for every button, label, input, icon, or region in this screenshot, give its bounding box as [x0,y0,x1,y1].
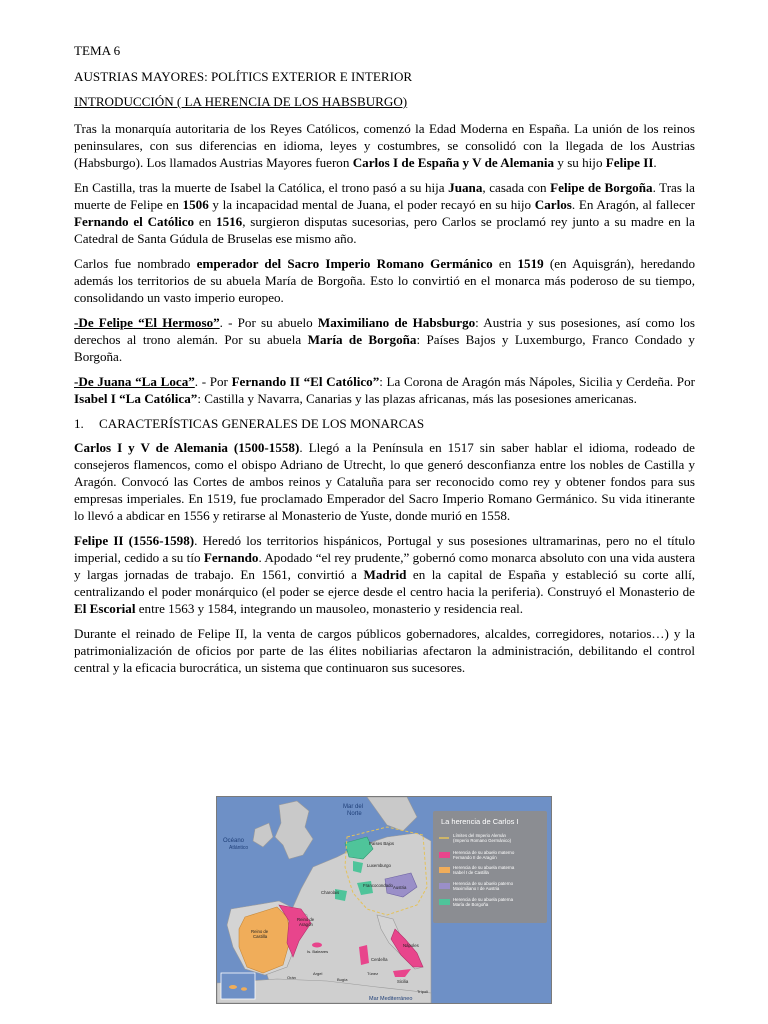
baleares-region [312,943,322,948]
legend-item-3-line-2: Isabel I de Castilla [453,870,489,875]
label-cerdena: Cerdeña [371,957,388,962]
label-paises-bajos: Países Bajos [369,841,395,846]
label-mar-del-norte-2: Norte [347,811,362,817]
intro-heading: INTRODUCCIÓN ( LA HERENCIA DE LOS HABSBURGO) [74,94,408,109]
paragraph-1: Tras la monarquía autoritaria de los Reyes Católicos, comenzó la Edad Moderna en España. La unión de los reinos peninsulares, con sus diferencias en idioma, leyes y costumbres, se consolidó con la llegada de los Austrias (Habsburgo). Los llamados Austrias Mayores fueron Carlos I de España y V de Alemania y su hijo Felipe II. [74,121,695,170]
legend-item-4-line-2: Maximiliano I de Austria [453,886,500,891]
label-oceano-1: Océano [223,838,245,844]
label-baleares: Is. Baleares [307,949,329,954]
paragraph-felipe-inheritance: -De Felipe “El Hermoso”. - Por su abuelo Maximiliano de Habsburgo: Austria y sus posesiones, así como los derechos al trono alemán. Por su abuela María de Borgoña: Países Bajos y Luxemburgo, Franco Condado y Borgoña. [74,315,695,364]
label-napoles: Nápoles [403,943,419,948]
topic-heading: TEMA 6 [74,43,121,58]
legend-item-4-line-1: Herencia de su abuelo paterno [453,881,514,886]
label-argel: Argel [313,971,323,976]
document-title: AUSTRIAS MAYORES: POLÍTICS EXTERIOR E INTERIOR [74,69,413,84]
legend-title: La herencia de Carlos I [441,817,519,826]
legend-item-1-line-2: (Imperio Romano Germánico) [453,838,512,843]
paragraph-administration: Durante el reinado de Felipe II, la venta de cargos públicos gobernadores, alcaldes, corregidores, notarios…) y la patrimonialización de oficios por parte de las élites nobiliarias afectaron la administración, debilitando el control central y la eficacia burocrática, un sistema que continuaron sus sucesores. [74,626,695,675]
label-reino-aragon-2: Aragón [299,922,313,927]
label-franco-condado: Francocondado [363,883,393,888]
paragraph-3: Carlos fue nombrado emperador del Sacro Imperio Romano Germánico en 1519 (en Aquisgrán), heredando además los territorios de su abuela María de Borgoña. Esto lo convirtió en el monarca más poderoso de su tiempo, consolidando un vasto imperio europeo. [74,256,695,305]
legend-item-1-line-1: Límites del Imperio Alemán [453,833,506,838]
legend-item-2-line-1: Herencia de su abuelo materno [453,850,515,855]
section-1-heading: 1. CARACTERÍSTICAS GENERALES DE LOS MONARCAS [74,416,425,431]
label-tripoli: Trípoli [417,989,428,994]
castilla-region [239,907,291,973]
label-sicilia: Sicilia [397,979,409,984]
label-oran: Orán [287,975,296,980]
label-mar-mediterraneo: Mar Mediterráneo [369,996,413,1002]
label-bugia: Bugía [337,977,348,982]
legend-item-5-line-2: María de Borgoña [453,902,489,907]
label-charolais: Charolais [321,890,340,895]
paragraph-juana-inheritance: -De Juana “La Loca”. - Por Fernando II “El Católico”: La Corona de Aragón más Nápoles, Sicilia y Cerdeña. Por Isabel I “La Católica”: Castilla y Navarra, Canarias y las plazas africanas, más las posesiones americanas. [74,374,695,406]
label-luxemburgo: Luxemburgo [367,863,391,868]
label-oceano-2: Atlántico [229,845,249,851]
paragraph-2: En Castilla, tras la muerte de Isabel la Católica, el trono pasó a su hija Juana, casada con Felipe de Borgoña. Tras la muerte de Felipe en 1506 y la incapacidad mental de Juana, el poder recayó en su hijo Carlos. En Aragón, al fallecer Fernando el Católico en 1516, surgieron disputas sucesorias, pero Carlos se proclamó rey junto a su madre en la Catedral de Santa Gúdula de Bruselas ese mismo año. [74,180,695,246]
paragraph-felipe-ii: Felipe II (1556-1598). Heredó los territorios hispánicos, Portugal y sus posesiones ultramarinas, pero no el título imperial, cedido a su tío Fernando. Apodado “el rey prudente,” gobernó como monarca absoluto con una vida austera y largas jornadas de trabajo. En 1561, convirtió a Madrid en la capital de España y estableció su corte allí, centralizando el poder monárquico (el poder se ejerce desde el centro hacia la periferia). Construyó el Monasterio de El Escorial entre 1563 y 1584, integrando un mausoleo, monasterio y residencia real. [74,533,696,616]
canarias-inset [221,973,255,999]
label-austria: Austria [393,885,407,890]
label-reino-castilla-2: Castilla [253,934,268,939]
paragraph-carlos: Carlos I y V de Alemania (1500-1558). Llegó a la Península en 1517 sin saber hablar el idioma, rodeado de consejeros flamencos, como el obispo Adriano de Utrecht, lo que generó desconfianza entre los nobles de Castilla y Aragón. Convocó las Cortes de ambos reinos y Cataluña para ser reconocido como rey y obtener fondos para sus empresas imperiales. En 1519, fue proclamado Emperador del Sacro Imperio Romano Germánico. Su vida itinerante lo llevó a abdicar en 1556 y retirarse al Monasterio de Yuste, donde murió en 1558. [74,440,695,523]
label-tunez: Túnez [367,971,379,976]
label-mar-del-norte-1: Mar del [343,804,364,810]
legend-item-5-line-1: Herencia de su abuela paterna [453,897,514,902]
inheritance-map [216,796,552,1004]
legend-item-2-line-2: Fernando II de Aragón [453,855,497,860]
label-reino-castilla-1: Reino de [251,929,269,934]
label-reino-aragon-1: Reino de [297,917,315,922]
legend-item-3-line-1: Herencia de su abuela materna [453,865,515,870]
document-page [74,42,695,684]
